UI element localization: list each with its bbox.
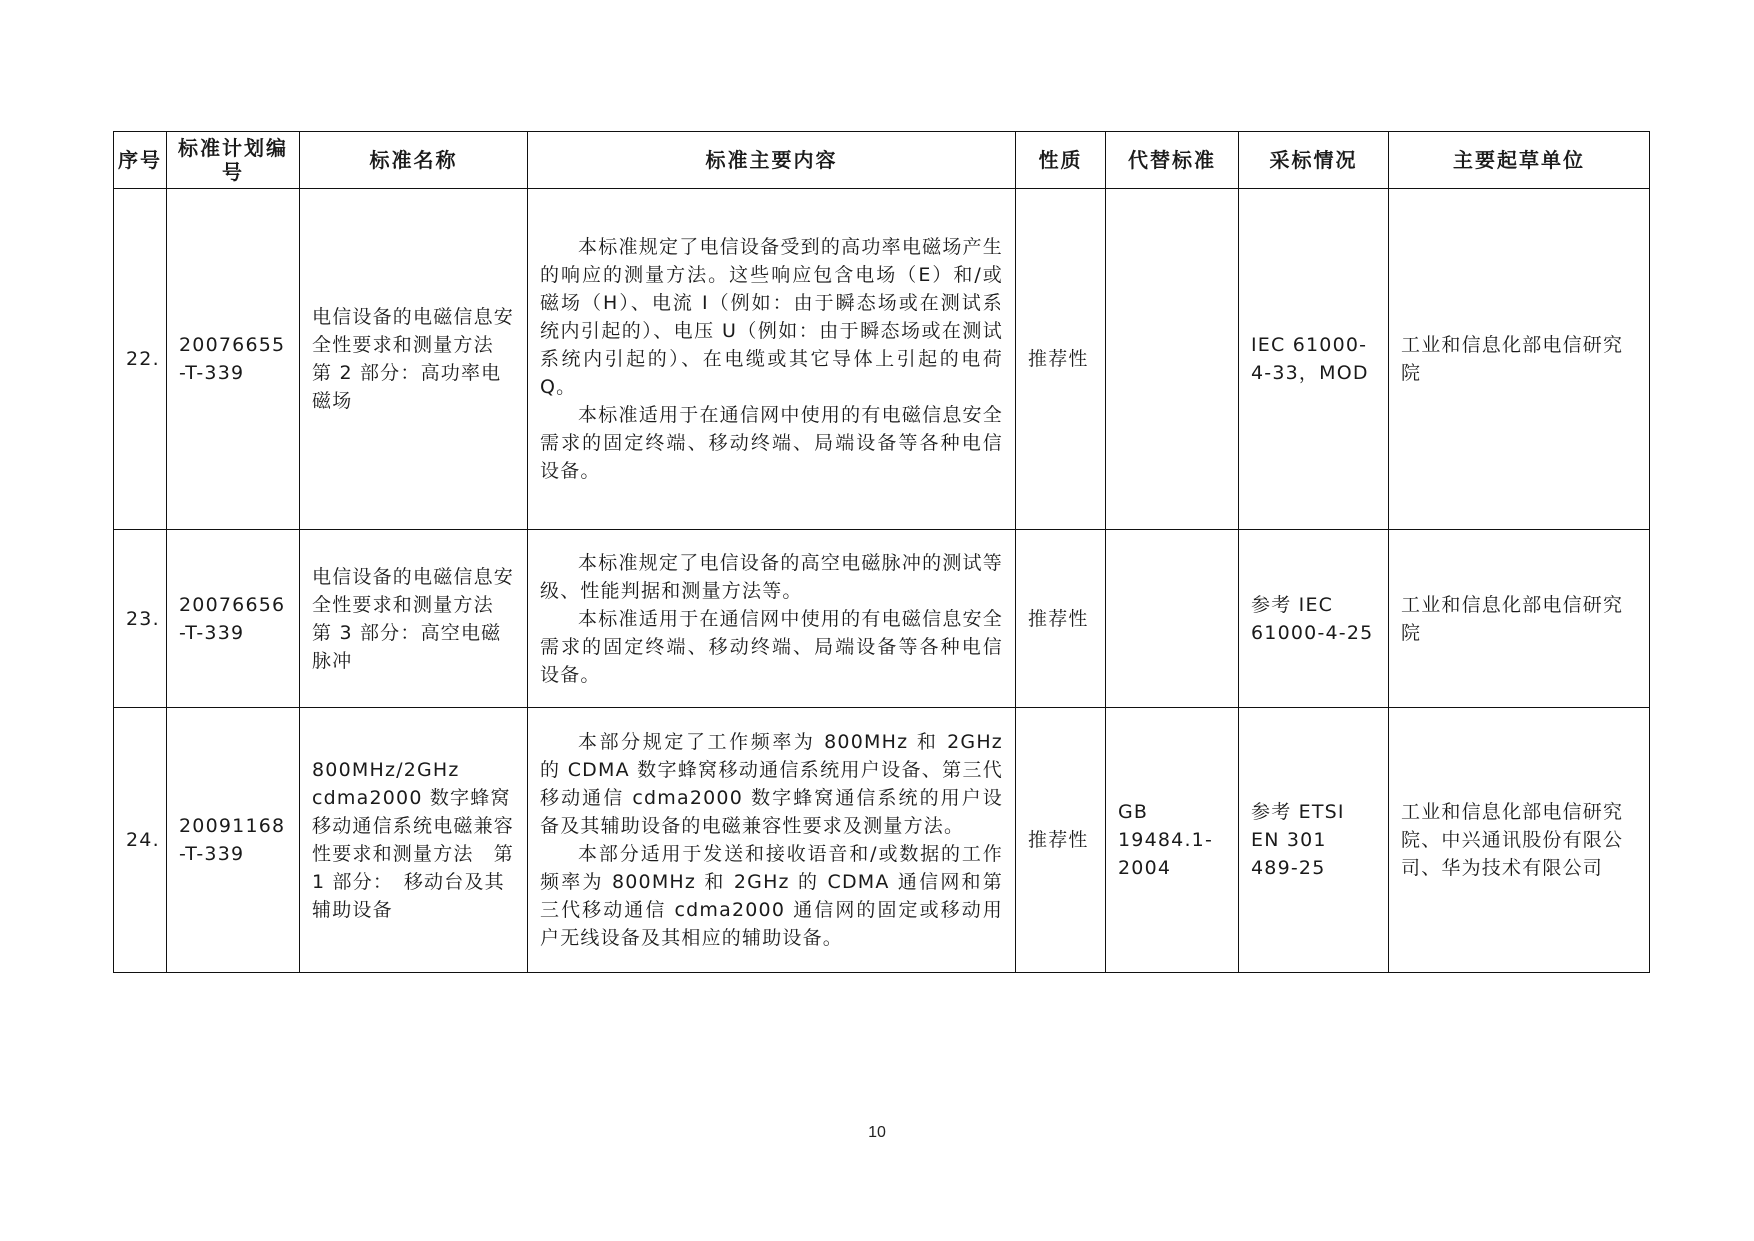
row-replace: GB 19484.1-2004 [1106, 708, 1239, 973]
header-name: 标准名称 [300, 132, 528, 189]
table-header-row [114, 132, 1650, 189]
row-replace [1106, 530, 1239, 708]
row-adopt: 参考 IEC 61000-4-25 [1239, 530, 1389, 708]
row-content-paragraph: 本部分适用于发送和接收语音和/或数据的工作频率为 800MHz 和 2GHz 的 CDMA 通信网和第三代移动通信 cdma2000 通信网的固定或移动用户无线设备及其相应的辅助设备。 [540, 843, 1003, 949]
header-unit: 主要起草单位 [1389, 132, 1650, 189]
row-nature: 推荐性 [1016, 530, 1106, 708]
header-content: 标准主要内容 [528, 132, 1016, 189]
row-plan-no: 20091168-T-339 [167, 708, 300, 973]
row-plan-no: 20076655-T-339 [167, 189, 300, 530]
row-nature: 推荐性 [1016, 708, 1106, 973]
standards-table [113, 131, 1650, 973]
row-standard-name: 电信设备的电磁信息安全性要求和测量方法 第 3 部分：高空电磁脉冲 [300, 530, 528, 708]
row-standard-name: 电信设备的电磁信息安全性要求和测量方法 第 2 部分：高功率电磁场 [300, 189, 528, 530]
header-replace: 代替标准 [1106, 132, 1239, 189]
row-content [528, 189, 1016, 530]
page-number: 10 [868, 1124, 886, 1141]
row-content-paragraph: 本标准规定了电信设备受到的高功率电磁场产生的响应的测量方法。这些响应包含电场（E）和/或磁场（H）、电流 I（例如：由于瞬态场或在测试系统内引起的）、电压 U（例如：由于瞬态场或在测试系统内引起的）、在电缆或其它导体上引起的电荷Q。 [540, 236, 1003, 398]
row-content [528, 708, 1016, 973]
row-plan-no: 20076656-T-339 [167, 530, 300, 708]
row-idx: 23. [114, 530, 167, 708]
header-plan-no: 标准计划编号 [167, 132, 300, 189]
row-idx: 24. [114, 708, 167, 973]
row-content [528, 530, 1016, 708]
table-row [114, 189, 1650, 530]
row-replace [1106, 189, 1239, 530]
row-unit: 工业和信息化部电信研究院 [1389, 189, 1650, 530]
row-content-paragraph: 本标准适用于在通信网中使用的有电磁信息安全需求的固定终端、移动终端、局端设备等各种电信设备。 [540, 404, 1003, 482]
row-adopt: IEC 61000-4-33，MOD [1239, 189, 1389, 530]
header-nature: 性质 [1016, 132, 1106, 189]
row-adopt: 参考 ETSI EN 301 489-25 [1239, 708, 1389, 973]
row-standard-name: 800MHz/2GHz cdma2000 数字蜂窝移动通信系统电磁兼容性要求和测量方法 第 1 部分： 移动台及其辅助设备 [300, 708, 528, 973]
row-idx: 22. [114, 189, 167, 530]
table-row [114, 708, 1650, 973]
header-adopt: 采标情况 [1239, 132, 1389, 189]
header-idx: 序号 [114, 132, 167, 189]
table-row [114, 530, 1650, 708]
row-unit: 工业和信息化部电信研究院、中兴通讯股份有限公司、华为技术有限公司 [1389, 708, 1650, 973]
row-content-paragraph: 本标准规定了电信设备的高空电磁脉冲的测试等级、性能判据和测量方法等。 [540, 551, 1003, 602]
row-unit: 工业和信息化部电信研究院 [1389, 530, 1650, 708]
row-content-paragraph: 本部分规定了工作频率为 800MHz 和 2GHz 的 CDMA 数字蜂窝移动通信系统用户设备、第三代移动通信 cdma2000 数字蜂窝通信系统的用户设备及其辅助设备的电磁兼容性要求及测量方法。 [540, 731, 1003, 837]
row-content-paragraph: 本标准适用于在通信网中使用的有电磁信息安全需求的固定终端、移动终端、局端设备等各种电信设备。 [540, 607, 1003, 686]
row-nature: 推荐性 [1016, 189, 1106, 530]
